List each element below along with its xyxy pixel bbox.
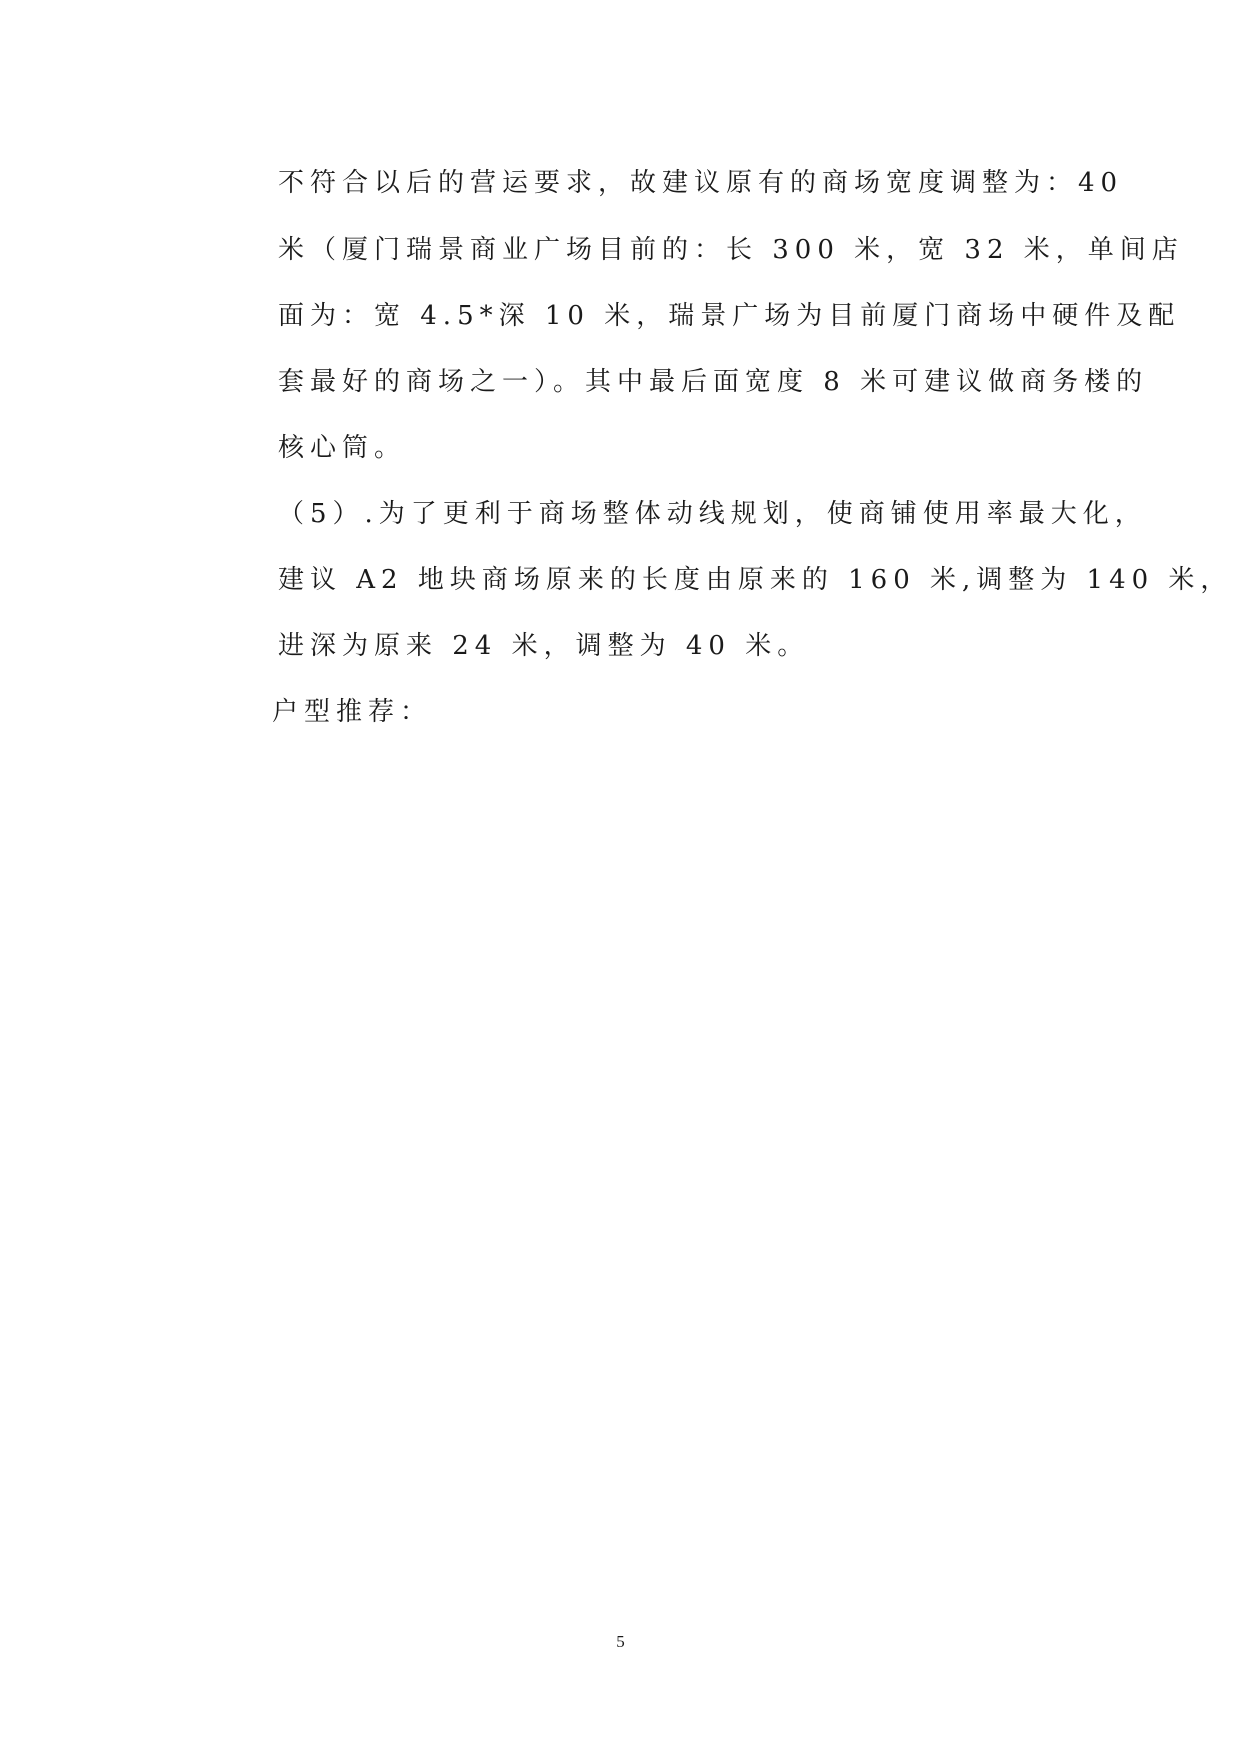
paragraph-line: 米（厦门瑞景商业广场目前的：长 300 米，宽 32 米，单间店 <box>278 235 1184 265</box>
paragraph-line: 建议 A2 地块商场原来的长度由原来的 160 米,调整为 140 米， <box>278 565 1233 595</box>
paragraph-line: 进深为原来 24 米，调整为 40 米。 <box>278 631 810 661</box>
page-number: 5 <box>616 1632 625 1651</box>
paragraph-line: （5）.为了更利于商场整体动线规划，使商铺使用率最大化， <box>278 499 1147 529</box>
paragraph-line: 面为：宽 4.5*深 10 米，瑞景广场为目前厦门商场中硬件及配 <box>278 301 1181 331</box>
paragraph-line: 核心筒。 <box>278 433 407 463</box>
paragraph-line: 不符合以后的营运要求，故建议原有的商场宽度调整为：40 <box>278 168 1124 198</box>
paragraph-line: 套最好的商场之一）。其中最后面宽度 8 米可建议做商务楼的 <box>278 367 1149 397</box>
section-heading: 户型推荐： <box>272 697 433 727</box>
